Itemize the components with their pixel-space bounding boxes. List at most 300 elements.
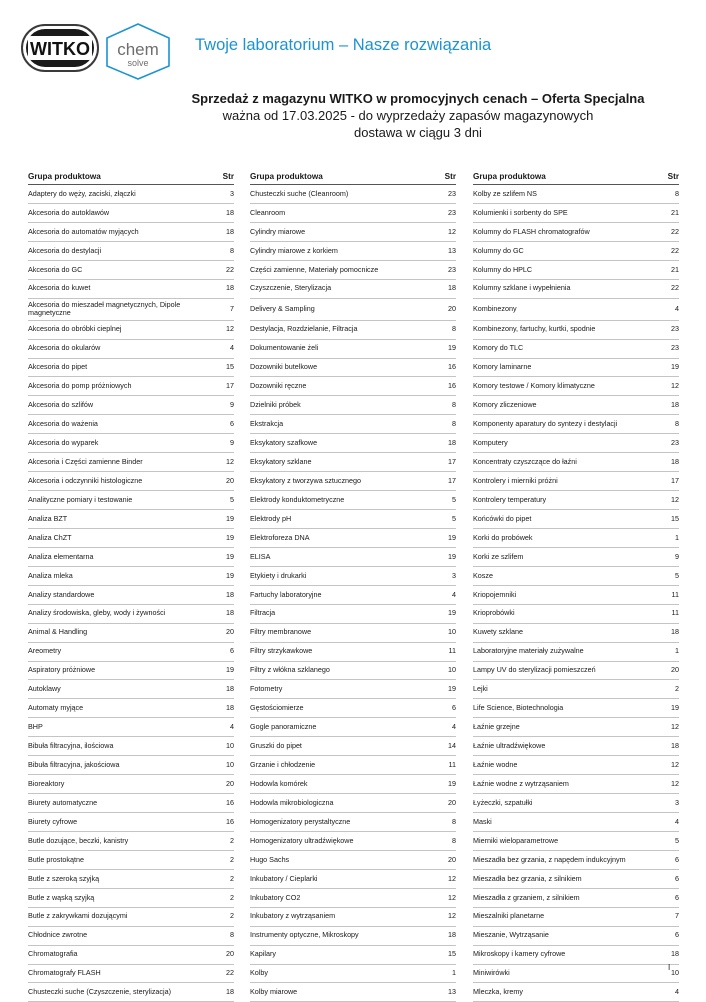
table-row bbox=[473, 680, 679, 699]
svg-text:solve: solve bbox=[127, 58, 149, 68]
table-row bbox=[28, 548, 234, 567]
page-ref: 2 bbox=[675, 684, 679, 694]
table-row bbox=[250, 548, 456, 567]
page-ref: 6 bbox=[675, 930, 679, 940]
table-row bbox=[473, 851, 679, 870]
table-row bbox=[28, 832, 234, 851]
page-ref: 4 bbox=[452, 722, 456, 732]
table-row bbox=[473, 908, 679, 927]
page-ref: 19 bbox=[448, 532, 456, 542]
product-group-name: Komory testowe / Komory klimatyczne bbox=[473, 381, 595, 391]
table-row bbox=[250, 567, 456, 586]
page-ref: 20 bbox=[671, 665, 679, 675]
product-group-name: Fotometry bbox=[250, 684, 283, 694]
table-row bbox=[250, 453, 456, 472]
product-group-name: Akcesoria do GC bbox=[28, 264, 83, 274]
table-row bbox=[250, 491, 456, 510]
page-ref: 3 bbox=[230, 188, 234, 198]
product-group-name: Instrumenty optyczne, Mikroskopy bbox=[250, 930, 359, 940]
chemsolve-logo bbox=[103, 22, 173, 80]
product-group-name: Butle z wąską szyjką bbox=[28, 892, 95, 902]
table-row bbox=[473, 510, 679, 529]
page-ref: 23 bbox=[671, 324, 679, 334]
table-row bbox=[250, 377, 456, 396]
page-ref: 2 bbox=[230, 911, 234, 921]
table-row bbox=[250, 396, 456, 415]
row-list bbox=[473, 185, 679, 1002]
product-group-name: Elektrody pH bbox=[250, 513, 292, 523]
product-group-name: Kolumny do GC bbox=[473, 245, 524, 255]
table-row bbox=[250, 983, 456, 1002]
page-ref: 5 bbox=[675, 570, 679, 580]
table-row bbox=[28, 299, 234, 321]
product-group-name: Korki ze szlifem bbox=[473, 551, 524, 561]
table-row bbox=[250, 299, 456, 321]
page-ref: 19 bbox=[448, 551, 456, 561]
product-group-name: Komputery bbox=[473, 438, 508, 448]
page-ref: 13 bbox=[448, 245, 456, 255]
table-row bbox=[250, 510, 456, 529]
page-ref: 13 bbox=[448, 987, 456, 997]
page-ref: 6 bbox=[675, 854, 679, 864]
table-row bbox=[250, 242, 456, 261]
page-ref: 19 bbox=[226, 513, 234, 523]
page-ref: 21 bbox=[671, 207, 679, 217]
header-page: Str bbox=[222, 172, 234, 181]
page-ref: 12 bbox=[671, 778, 679, 788]
table-row bbox=[473, 529, 679, 548]
product-group-name: Analiza BZT bbox=[28, 513, 68, 523]
table-row bbox=[250, 340, 456, 359]
table-row bbox=[250, 851, 456, 870]
tagline: Twoje laboratorium – Nasze rozwiązania bbox=[195, 36, 492, 54]
table-row bbox=[28, 643, 234, 662]
table-row bbox=[473, 548, 679, 567]
page-ref: 20 bbox=[226, 778, 234, 788]
page-ref: 4 bbox=[452, 589, 456, 599]
page-ref: 18 bbox=[448, 283, 456, 293]
product-group-name: Butle z szeroką szyjką bbox=[28, 873, 100, 883]
product-group-name: Butle dozujące, beczki, kanistry bbox=[28, 835, 129, 845]
page-ref: 17 bbox=[448, 475, 456, 485]
page-ref: 1 bbox=[675, 646, 679, 656]
product-group-name: Kolby ze szlifem NS bbox=[473, 188, 537, 198]
product-group-name: Chłodnice zwrotne bbox=[28, 930, 88, 940]
product-group-name: Lampy UV do sterylizacji pomieszczeń bbox=[473, 665, 596, 675]
page-ref: 10 bbox=[226, 741, 234, 751]
product-group-name: Czyszczenie, Sterylizacja bbox=[250, 283, 332, 293]
product-group-name: Komory laminarne bbox=[473, 362, 532, 372]
product-group-name: Homogenizatory ultradźwiękowe bbox=[250, 835, 354, 845]
table-row bbox=[473, 946, 679, 965]
table-row bbox=[250, 185, 456, 204]
table-row bbox=[473, 699, 679, 718]
page-ref: 18 bbox=[448, 438, 456, 448]
page-ref: 12 bbox=[671, 494, 679, 504]
page-ref: 9 bbox=[230, 400, 234, 410]
product-group-name: Kolby miarowe bbox=[250, 987, 298, 997]
table-row bbox=[28, 280, 234, 299]
product-group-name: Akcesoria do pomp próżniowych bbox=[28, 381, 132, 391]
table-row bbox=[250, 415, 456, 434]
table-row bbox=[28, 605, 234, 624]
page-ref: 20 bbox=[226, 949, 234, 959]
table-row bbox=[250, 605, 456, 624]
page-ref: 22 bbox=[226, 968, 234, 978]
page-ref: 19 bbox=[226, 532, 234, 542]
table-row bbox=[28, 983, 234, 1002]
page-ref: 17 bbox=[448, 456, 456, 466]
table-row bbox=[28, 813, 234, 832]
header-product-group: Grupa produktowa bbox=[28, 172, 101, 181]
page-ref: 6 bbox=[675, 892, 679, 902]
page-ref: 23 bbox=[448, 264, 456, 274]
product-group-name: Dzielniki próbek bbox=[250, 400, 301, 410]
table-row bbox=[28, 699, 234, 718]
product-group-name: Łaźnie ultradźwiękowe bbox=[473, 741, 546, 751]
header-product-group: Grupa produktowa bbox=[250, 172, 323, 181]
product-group-name: Akcesoria do pipet bbox=[28, 362, 88, 372]
product-group-name: Homogenizatory perystaltyczne bbox=[250, 816, 351, 826]
page-ref: 4 bbox=[230, 343, 234, 353]
table-row bbox=[250, 870, 456, 889]
page-ref: 11 bbox=[448, 646, 456, 656]
product-group-name: Inkubatory / Cieplarki bbox=[250, 873, 318, 883]
table-row bbox=[473, 832, 679, 851]
page-ref: 20 bbox=[448, 797, 456, 807]
page-ref: 12 bbox=[448, 873, 456, 883]
page-ref: 12 bbox=[226, 456, 234, 466]
product-group-name: Dokumentowanie żeli bbox=[250, 343, 319, 353]
table-row bbox=[473, 965, 679, 984]
header-product-group: Grupa produktowa bbox=[473, 172, 546, 181]
page-ref: 10 bbox=[671, 968, 679, 978]
product-group-name: Akcesoria do automatów myjących bbox=[28, 226, 139, 236]
product-group-name: Butle prostokątne bbox=[28, 854, 84, 864]
page-ref: 8 bbox=[452, 400, 456, 410]
page-ref: 8 bbox=[452, 835, 456, 845]
page-ref: 19 bbox=[448, 778, 456, 788]
table-row bbox=[28, 321, 234, 340]
product-group-name: Hodowla komórek bbox=[250, 778, 308, 788]
product-group-name: Akcesoria do kuwet bbox=[28, 283, 91, 293]
product-group-name: Kontrolery temperatury bbox=[473, 494, 547, 504]
table-row bbox=[28, 261, 234, 280]
table-row bbox=[473, 185, 679, 204]
product-group-name: Bibuła filtracyjna, jakościowa bbox=[28, 759, 120, 769]
table-row bbox=[250, 359, 456, 378]
index-column-3 bbox=[473, 170, 679, 1002]
document-subtitle-delivery: dostawa w ciągu 3 dni bbox=[354, 125, 482, 140]
page-ref: 15 bbox=[448, 949, 456, 959]
product-group-name: Biurety cyfrowe bbox=[28, 816, 78, 826]
product-group-name: Kuwety szklane bbox=[473, 627, 523, 637]
product-group-name: Łaźnie grzejne bbox=[473, 722, 520, 732]
table-row bbox=[473, 453, 679, 472]
table-row bbox=[473, 415, 679, 434]
table-row bbox=[473, 927, 679, 946]
page-ref: 17 bbox=[671, 475, 679, 485]
page-ref: 12 bbox=[448, 226, 456, 236]
product-group-name: Destylacja, Rozdzielanie, Filtracja bbox=[250, 324, 358, 334]
page-ref: 19 bbox=[226, 551, 234, 561]
product-group-name: Mikroskopy i kamery cyfrowe bbox=[473, 949, 566, 959]
page-ref: 11 bbox=[671, 589, 679, 599]
table-row bbox=[250, 261, 456, 280]
table-row bbox=[28, 223, 234, 242]
product-group-name: ELISA bbox=[250, 551, 271, 561]
page-ref: 8 bbox=[675, 419, 679, 429]
page-ref: 12 bbox=[226, 324, 234, 334]
product-group-name: Chusteczki suche (Czyszczenie, sterylizacja) bbox=[28, 987, 171, 997]
product-group-name: Akcesoria i odczynniki histologiczne bbox=[28, 475, 143, 485]
table-row bbox=[250, 529, 456, 548]
page-ref: 6 bbox=[230, 646, 234, 656]
product-group-name: Dozowniki ręczne bbox=[250, 381, 307, 391]
table-row bbox=[28, 662, 234, 681]
product-group-name: Filtry strzykawkowe bbox=[250, 646, 313, 656]
page-ref: 23 bbox=[448, 207, 456, 217]
table-row bbox=[28, 185, 234, 204]
page-ref: 6 bbox=[230, 419, 234, 429]
page-ref: 18 bbox=[671, 456, 679, 466]
product-group-name: Cylindry miarowe z korkiem bbox=[250, 245, 338, 255]
table-row bbox=[473, 472, 679, 491]
table-row bbox=[250, 813, 456, 832]
product-group-name: Mieszalniki planetarne bbox=[473, 911, 545, 921]
product-group-name: Akcesoria do autoklawów bbox=[28, 207, 110, 217]
product-group-name: Lejki bbox=[473, 684, 488, 694]
page-ref: 12 bbox=[671, 722, 679, 732]
product-group-name: Biurety automatyczne bbox=[28, 797, 98, 807]
page-ref: 23 bbox=[671, 343, 679, 353]
page-ref: 2 bbox=[230, 854, 234, 864]
table-row bbox=[473, 434, 679, 453]
product-group-name: Adaptery do węży, zaciski, złączki bbox=[28, 188, 136, 198]
product-group-name: Hugo Sachs bbox=[250, 854, 290, 864]
product-group-name: Analityczne pomiary i testowanie bbox=[28, 494, 133, 504]
table-row bbox=[28, 927, 234, 946]
page-ref: 20 bbox=[226, 475, 234, 485]
page-ref: 14 bbox=[448, 741, 456, 751]
page-ref: 18 bbox=[226, 608, 234, 618]
page-ref: 8 bbox=[452, 816, 456, 826]
table-row bbox=[28, 453, 234, 472]
table-row bbox=[473, 775, 679, 794]
product-group-name: Elektrody konduktometryczne bbox=[250, 494, 345, 504]
product-group-name: Ekstrakcja bbox=[250, 419, 284, 429]
product-group-name: Gogle panoramiczne bbox=[250, 722, 317, 732]
product-group-name: Komory do TLC bbox=[473, 343, 524, 353]
page-ref: 8 bbox=[230, 245, 234, 255]
table-row bbox=[250, 775, 456, 794]
product-group-name: Chromatografia bbox=[28, 949, 78, 959]
page-ref: 19 bbox=[448, 608, 456, 618]
product-group-name: Aspiratory próżniowe bbox=[28, 665, 96, 675]
table-row bbox=[250, 832, 456, 851]
table-row bbox=[28, 204, 234, 223]
table-row bbox=[250, 223, 456, 242]
page-ref: 16 bbox=[448, 381, 456, 391]
product-group-name: Akcesoria do wyparek bbox=[28, 438, 99, 448]
product-group-name: Mieszanie, Wytrząsanie bbox=[473, 930, 549, 940]
page-ref: 18 bbox=[448, 930, 456, 940]
table-row bbox=[28, 870, 234, 889]
product-group-name: Chromatografy FLASH bbox=[28, 968, 101, 978]
product-group-name: Akcesoria do destylacji bbox=[28, 245, 102, 255]
table-row bbox=[28, 567, 234, 586]
page-ref: 23 bbox=[671, 438, 679, 448]
table-row bbox=[28, 491, 234, 510]
product-group-name: Autoklawy bbox=[28, 684, 61, 694]
product-group-name: Akcesoria do okularów bbox=[28, 343, 101, 353]
product-group-name: Kapilary bbox=[250, 949, 276, 959]
table-row bbox=[250, 472, 456, 491]
product-group-name: BHP bbox=[28, 722, 43, 732]
page-ref: 15 bbox=[226, 362, 234, 372]
document-heading bbox=[0, 90, 706, 141]
product-group-name: Delivery & Sampling bbox=[250, 303, 315, 313]
product-group-name: Akcesoria do szlifów bbox=[28, 400, 94, 410]
header-page: Str bbox=[444, 172, 456, 181]
product-group-name: Kriopojemniki bbox=[473, 589, 517, 599]
page-ref: 4 bbox=[675, 816, 679, 826]
product-group-name: Grzanie i chłodzenie bbox=[250, 759, 316, 769]
table-row bbox=[28, 889, 234, 908]
table-row bbox=[473, 491, 679, 510]
table-row bbox=[473, 567, 679, 586]
table-row bbox=[473, 870, 679, 889]
product-group-name: Analiza ChZT bbox=[28, 532, 72, 542]
product-group-name: Analiza mleka bbox=[28, 570, 73, 580]
page-ref: 16 bbox=[226, 797, 234, 807]
page-ref: 18 bbox=[226, 283, 234, 293]
table-row bbox=[28, 529, 234, 548]
page-ref: 19 bbox=[226, 665, 234, 675]
table-row bbox=[28, 359, 234, 378]
product-group-name: Analizy standardowe bbox=[28, 589, 95, 599]
page-ref: 11 bbox=[448, 759, 456, 769]
product-group-name: Filtry z włókna szklanego bbox=[250, 665, 330, 675]
page-ref: 19 bbox=[671, 703, 679, 713]
page-ref: 4 bbox=[230, 722, 234, 732]
page-ref: 18 bbox=[226, 987, 234, 997]
product-group-name: Bibuła filtracyjna, ilościowa bbox=[28, 741, 114, 751]
page-ref: 9 bbox=[675, 551, 679, 561]
table-row bbox=[473, 794, 679, 813]
table-row bbox=[473, 737, 679, 756]
table-row bbox=[473, 299, 679, 321]
table-row bbox=[473, 813, 679, 832]
table-row bbox=[28, 415, 234, 434]
page-ref: 12 bbox=[671, 381, 679, 391]
table-row bbox=[250, 946, 456, 965]
column-header bbox=[473, 170, 679, 185]
page-ref: 5 bbox=[452, 513, 456, 523]
table-row bbox=[473, 889, 679, 908]
product-group-name: Części zamienne, Materiały pomocnicze bbox=[250, 264, 379, 274]
product-group-name: Kontrolery i mierniki próżni bbox=[473, 475, 558, 485]
index-column-1 bbox=[28, 170, 234, 1002]
product-group-name: Dozowniki butelkowe bbox=[250, 362, 318, 372]
page-ref: 16 bbox=[448, 362, 456, 372]
page-ref: 8 bbox=[675, 188, 679, 198]
product-group-name: Mieszadła bez grzania, z silnikiem bbox=[473, 873, 582, 883]
document-subtitle: ważna od 17.03.2025 - do wyprzedaży zapasów magazynowych bbox=[222, 108, 594, 123]
page-ref: 1 bbox=[675, 532, 679, 542]
page-ref: 18 bbox=[226, 684, 234, 694]
product-group-name: Elektroforeza DNA bbox=[250, 532, 310, 542]
product-group-name: Koncentraty czyszczące do łaźni bbox=[473, 456, 577, 466]
table-row bbox=[250, 434, 456, 453]
product-group-name: Kolumny do HPLC bbox=[473, 264, 533, 274]
product-group-name: Łaźnie wodne bbox=[473, 759, 518, 769]
product-group-name: Akcesoria i Części zamienne Binder bbox=[28, 456, 143, 466]
product-group-name: Butle z zakrywkami dozującymi bbox=[28, 911, 128, 921]
table-row bbox=[473, 261, 679, 280]
page-ref: 18 bbox=[671, 741, 679, 751]
product-group-name: Animal & Handling bbox=[28, 627, 88, 637]
page-ref: 15 bbox=[671, 513, 679, 523]
table-row bbox=[473, 340, 679, 359]
table-row bbox=[28, 718, 234, 737]
table-row bbox=[28, 624, 234, 643]
page-ref: 18 bbox=[671, 400, 679, 410]
page-ref: 18 bbox=[671, 627, 679, 637]
page-ref: 20 bbox=[448, 303, 456, 313]
page-ref: 3 bbox=[675, 797, 679, 807]
header-page: Str bbox=[667, 172, 679, 181]
table-row bbox=[28, 965, 234, 984]
page-ref: 12 bbox=[448, 911, 456, 921]
page-ref: 7 bbox=[230, 303, 234, 313]
product-group-name: Kolumny do FLASH chromatografów bbox=[473, 226, 590, 236]
product-group-name: Kolumny szklane i wypełnienia bbox=[473, 283, 571, 293]
product-group-name: Automaty myjące bbox=[28, 703, 84, 713]
table-row bbox=[28, 851, 234, 870]
row-list bbox=[28, 185, 234, 1002]
page-ref: 19 bbox=[671, 362, 679, 372]
table-row bbox=[28, 680, 234, 699]
product-group-name: Eksykatory szafkowe bbox=[250, 438, 318, 448]
table-row bbox=[473, 718, 679, 737]
product-group-name: Komponenty aparatury do syntezy i destylacji bbox=[473, 419, 618, 429]
product-group-name: Akcesoria do ważenia bbox=[28, 419, 98, 429]
page-ref: 5 bbox=[230, 494, 234, 504]
page-ref: 21 bbox=[671, 264, 679, 274]
table-row bbox=[250, 662, 456, 681]
page-ref: 19 bbox=[448, 343, 456, 353]
table-row bbox=[250, 624, 456, 643]
table-row bbox=[28, 242, 234, 261]
table-row bbox=[473, 756, 679, 775]
product-group-name: Filtracja bbox=[250, 608, 276, 618]
table-row bbox=[28, 737, 234, 756]
page-ref: 11 bbox=[671, 608, 679, 618]
table-row bbox=[28, 756, 234, 775]
product-group-name: Inkubatory z wytrząsaniem bbox=[250, 911, 336, 921]
product-group-name: Kolumienki i sorbenty do SPE bbox=[473, 207, 568, 217]
product-group-name: Komory zliczeniowe bbox=[473, 400, 537, 410]
table-row bbox=[473, 359, 679, 378]
table-row bbox=[473, 223, 679, 242]
table-row bbox=[473, 662, 679, 681]
table-row bbox=[28, 794, 234, 813]
page-ref: 10 bbox=[448, 665, 456, 675]
page-ref: 2 bbox=[230, 873, 234, 883]
page-ref: 22 bbox=[671, 226, 679, 236]
product-group-name: Kombinezony bbox=[473, 303, 517, 313]
